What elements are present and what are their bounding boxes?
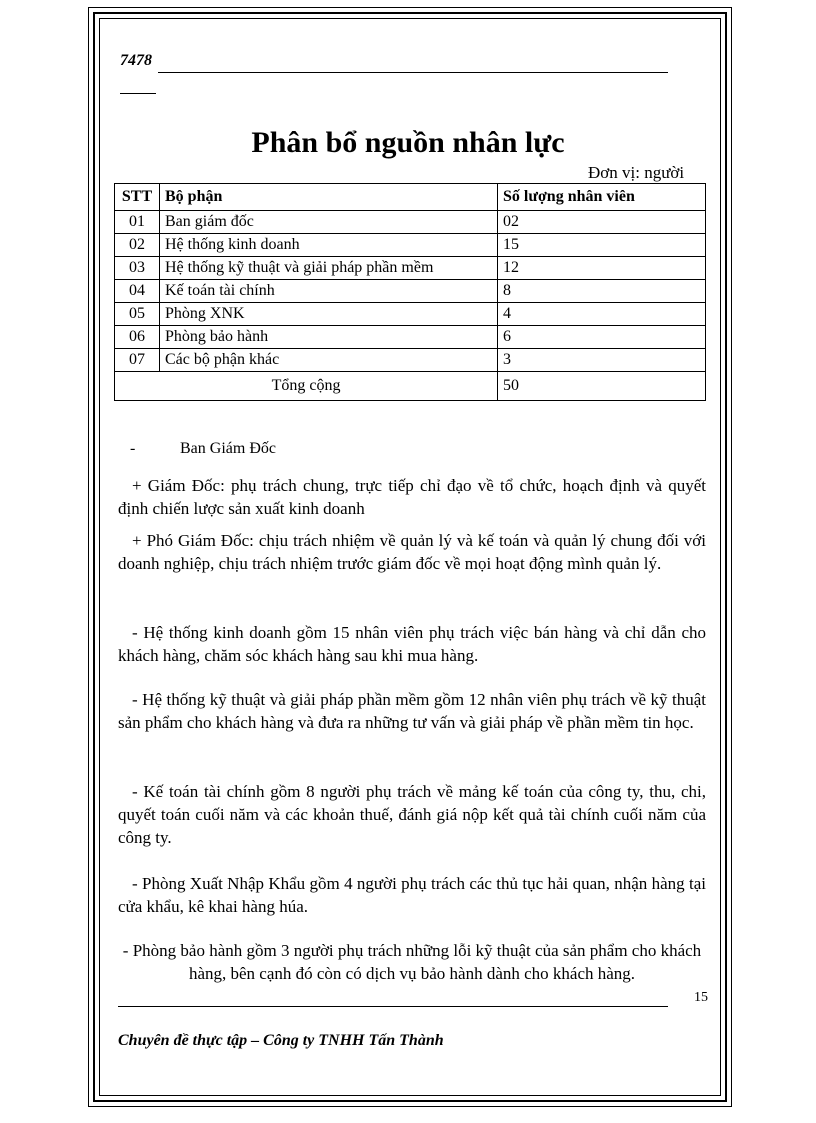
header-short-rule xyxy=(120,93,156,94)
row-department: Kế toán tài chính xyxy=(160,280,498,303)
row-staff-count: 4 xyxy=(498,303,706,326)
footer-rule xyxy=(118,1006,668,1007)
paragraph-warranty: - Phòng bảo hành gồm 3 người phụ trách những lỗi kỹ thuật của sản phẩm cho khách hàng, bên cạnh đó còn có dịch vụ bảo hành dành cho khách hàng. xyxy=(122,941,702,983)
section-heading-text: Ban Giám Đốc xyxy=(180,440,276,457)
table-row xyxy=(115,211,706,234)
staff-allocation-table xyxy=(114,183,706,401)
row-department: Phòng XNK xyxy=(160,303,498,326)
total-value: 50 xyxy=(498,372,706,401)
row-staff-count: 02 xyxy=(498,211,706,234)
table-row xyxy=(115,280,706,303)
row-staff-count: 3 xyxy=(498,349,706,372)
unit-label: Đơn vị: người xyxy=(588,163,685,182)
column-header-department: Bộ phận xyxy=(160,184,498,211)
row-staff-count: 8 xyxy=(498,280,706,303)
section-heading-dash: - xyxy=(130,440,136,457)
table-row xyxy=(115,326,706,349)
row-staff-count: 6 xyxy=(498,326,706,349)
paragraph-director: + Giám Đốc: phụ trách chung, trực tiếp chỉ đạo về tổ chức, hoạch định và quyết định chiến lược sản xuất kinh doanh xyxy=(118,476,706,518)
table-total-row xyxy=(115,372,706,401)
total-label: Tổng cộng xyxy=(115,372,498,401)
row-staff-count: 15 xyxy=(498,234,706,257)
table-row xyxy=(115,234,706,257)
header-rule xyxy=(158,72,668,73)
paragraph-sales: - Hệ thống kinh doanh gồm 15 nhân viên phụ trách việc bán hàng và chỉ dẫn cho khách hàng, chăm sóc khách hàng sau khi mua hàng. xyxy=(118,623,706,665)
column-header-staff-count: Số lượng nhân viên xyxy=(498,184,706,211)
table-header-row xyxy=(115,184,706,211)
row-stt: 07 xyxy=(115,349,160,372)
row-department: Các bộ phận khác xyxy=(160,349,498,372)
table-row xyxy=(115,349,706,372)
paragraph-deputy-director: + Phó Giám Đốc: chịu trách nhiệm về quản lý và kế toán và quản lý chung đối với doanh nghiệp, chịu trách nhiệm trước giám đốc về mọi hoạt động mình quản lý. xyxy=(118,531,706,573)
row-stt: 02 xyxy=(115,234,160,257)
row-stt: 05 xyxy=(115,303,160,326)
paragraph-import-export: - Phòng Xuất Nhập Khẩu gồm 4 người phụ trách các thủ tục hải quan, nhận hàng tại cửa khẩu, kê khai hàng húa. xyxy=(118,874,706,916)
row-stt: 03 xyxy=(115,257,160,280)
page-title: Phân bổ nguồn nhân lực xyxy=(251,126,565,159)
footer-text: Chuyên đề thực tập – Công ty TNHH Tấn Thành xyxy=(118,1032,444,1049)
row-department: Phòng bảo hành xyxy=(160,326,498,349)
paragraph-accounting: - Kế toán tài chính gồm 8 người phụ trách về mảng kế toán của công ty, thu, chi, quyết toán cuối năm và các khoản thuế, đánh giá nộp kết quả tài chính cuối năm của công ty. xyxy=(118,782,706,847)
row-stt: 04 xyxy=(115,280,160,303)
page-number: 15 xyxy=(694,990,708,1005)
row-stt: 06 xyxy=(115,326,160,349)
row-staff-count: 12 xyxy=(498,257,706,280)
document-code: 7478 xyxy=(120,52,152,69)
row-department: Ban giám đốc xyxy=(160,211,498,234)
column-header-stt: STT xyxy=(115,184,160,211)
section-heading xyxy=(130,440,276,458)
row-department: Hệ thống kỹ thuật và giải pháp phần mềm xyxy=(160,257,498,280)
table-row xyxy=(115,257,706,280)
row-department: Hệ thống kinh doanh xyxy=(160,234,498,257)
paragraph-technical: - Hệ thống kỹ thuật và giải pháp phần mềm gồm 12 nhân viên phụ trách về kỹ thuật sản phẩm cho khách hàng và đưa ra những tư vấn và giải pháp về phần mềm tin học. xyxy=(118,690,706,732)
table-row xyxy=(115,303,706,326)
row-stt: 01 xyxy=(115,211,160,234)
